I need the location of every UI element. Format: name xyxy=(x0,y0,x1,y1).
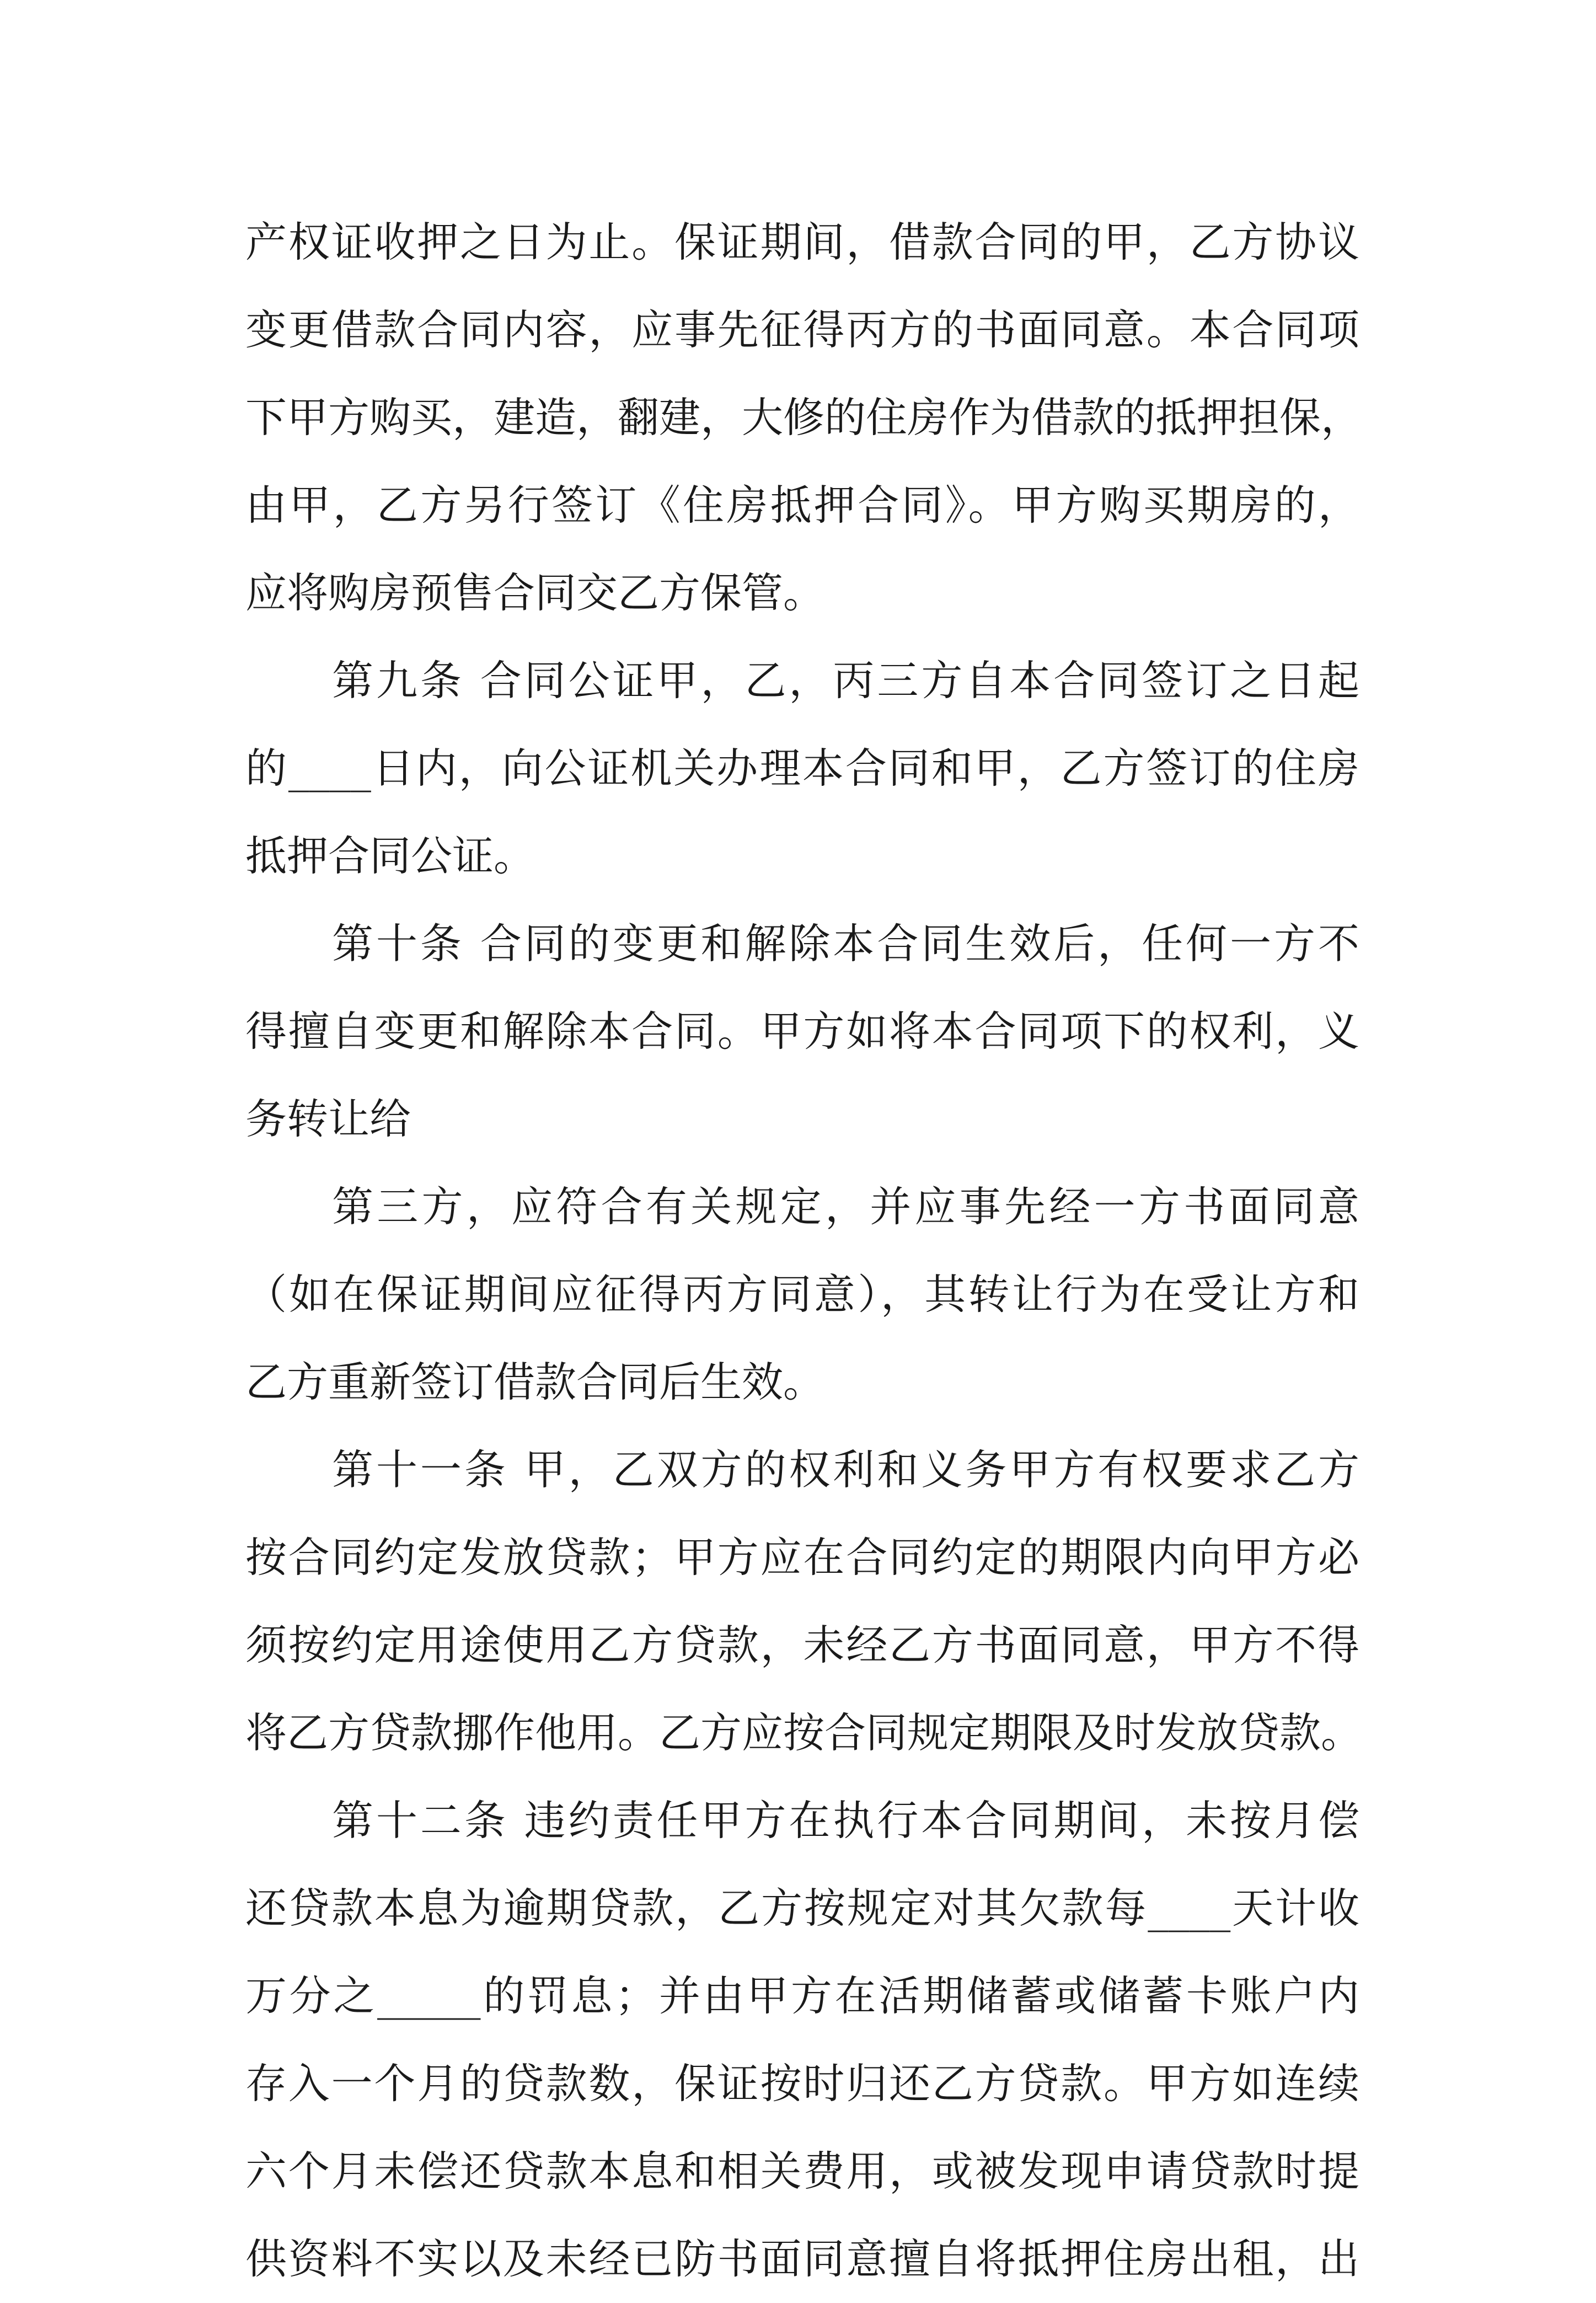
text-line: 存入一个月的贷款数，保证按时归还乙方贷款。甲方如连续 xyxy=(245,2059,1359,2108)
document-body xyxy=(245,199,1363,2303)
text-line: 按合同约定发放贷款；甲方应在合同约定的期限内向甲方必 xyxy=(245,1533,1359,1582)
text-line: 供资料不实以及未经已防书面同意擅自将抵押住房出租，出 xyxy=(245,2235,1359,2283)
text-line: 由甲，乙方另行签订《住房抵押合同》。甲方购买期房的， xyxy=(245,481,1359,529)
text-line: （如在保证期间应征得丙方同意），其转让行为在受让方和 xyxy=(245,1270,1359,1319)
text-line: 的____日内，向公证机关办理本合同和甲，乙方签订的住房 xyxy=(245,744,1359,792)
article-12-heading-line: 第十二条 违约责任甲方在执行本合同期间，未按月偿 xyxy=(332,1796,1359,1845)
text-line: 产权证收押之日为止。保证期间，借款合同的甲，乙方协议 xyxy=(245,218,1359,266)
text-line: 须按约定用途使用乙方贷款，未经乙方书面同意，甲方不得 xyxy=(245,1621,1359,1669)
article-9-heading-line: 第九条 合同公证甲，乙，丙三方自本合同签订之日起 xyxy=(332,656,1359,705)
text-line: 将乙方贷款挪作他用。乙方应按合同规定期限及时发放贷款。 xyxy=(245,1708,1363,1757)
text-line: 应将购房预售合同交乙方保管。 xyxy=(245,569,825,617)
article-11-heading-line: 第十一条 甲，乙双方的权利和义务甲方有权要求乙方 xyxy=(332,1445,1359,1494)
text-line: 得擅自变更和解除本合同。甲方如将本合同项下的权利，义 xyxy=(245,1007,1359,1056)
text-line: 六个月未偿还贷款本息和相关费用，或被发现申请贷款时提 xyxy=(245,2147,1359,2195)
paragraph-first-line: 第三方，应符合有关规定，并应事先经一方书面同意 xyxy=(332,1182,1359,1231)
text-line: 抵押合同公证。 xyxy=(245,832,535,880)
text-line: 万分之_____的罚息；并由甲方在活期储蓄或储蓄卡账户内 xyxy=(245,1972,1359,2020)
text-line: 下甲方购买，建造，翻建，大修的住房作为借款的抵押担保， xyxy=(245,393,1363,442)
text-line: 务转让给 xyxy=(245,1095,411,1143)
text-line: 还贷款本息为逾期贷款，乙方按规定对其欠款每____天计收 xyxy=(245,1884,1359,1932)
article-10-heading-line: 第十条 合同的变更和解除本合同生效后，任何一方不 xyxy=(332,919,1359,968)
text-line: 变更借款合同内容，应事先征得丙方的书面同意。本合同项 xyxy=(245,306,1359,354)
text-line: 乙方重新签订借款合同后生效。 xyxy=(245,1358,825,1406)
